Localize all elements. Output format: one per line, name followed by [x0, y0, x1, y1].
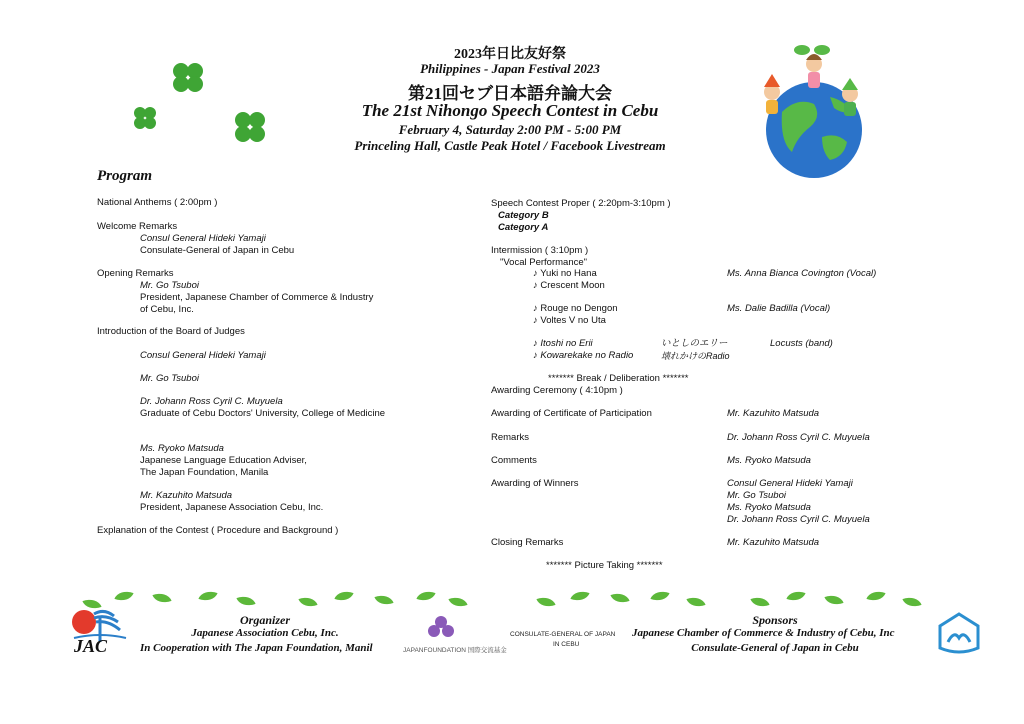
closing-speaker: Mr. Kazuhito Matsuda: [727, 537, 820, 548]
opening-speaker-org-2: of Cebu, Inc.: [140, 304, 194, 315]
event-venue: Princeling Hall, Castle Peak Hotel / Facebook Livestream: [354, 138, 666, 153]
opening-speaker-org-1: President, Japanese Chamber of Commerce & Industry: [140, 292, 374, 303]
judge-5-name: Mr. Kazuhito Matsuda: [140, 490, 233, 501]
organizer-cooperation: In Cooperation with The Japan Foundation, Manil: [140, 642, 373, 654]
clover-decoration-3: [230, 108, 270, 146]
performer-2: Ms. Dalie Badilla (Vocal): [727, 303, 831, 314]
comments-speaker: Ms. Ryoko Matsuda: [727, 455, 811, 466]
consulate-logo-text-2: IN CEBU: [553, 641, 580, 648]
event-date: February 4, Saturday 2:00 PM - 5:00 PM: [398, 122, 622, 137]
winners-presenter-1: Consul General Hideki Yamaji: [727, 478, 853, 489]
performer-1: Ms. Anna Bianca Covington (Vocal): [727, 268, 877, 279]
picture-taking: ******* Picture Taking *******: [546, 560, 663, 571]
remarks-speaker: Dr. Johann Ross Cyril C. Muyuela: [727, 432, 870, 443]
judge-3-name: Dr. Johann Ross Cyril C. Muyuela: [140, 396, 283, 407]
contest-title-en: The 21st Nihongo Speech Contest in Cebu: [361, 101, 659, 120]
sponsors-heading: Sponsors: [752, 613, 798, 627]
program-item-remarks: Remarks: [491, 432, 530, 443]
program-item-certificate: Awarding of Certificate of Participation: [491, 408, 652, 419]
festival-title-en: Philippines - Japan Festival 2023: [420, 61, 600, 76]
sponsor-1: Japanese Chamber of Commerce & Industry of Cebu, Inc: [632, 627, 895, 639]
song-itoshi-no-erii-jp: いとしのエリー: [661, 338, 728, 349]
japan-foundation-logo-text: JAPANFOUNDATION 国際交流基金: [403, 647, 507, 654]
jac-logo-text: JAC: [74, 636, 108, 656]
program-item-explanation: Explanation of the Contest ( Procedure and Background ): [97, 525, 339, 536]
globe-children-illustration: [752, 42, 872, 182]
performer-3: Locusts (band): [770, 338, 833, 349]
winners-presenter-2: Mr. Go Tsuboi: [727, 490, 786, 501]
song-kowarekake-no-radio-jp: 壊れかけのRadio: [661, 351, 730, 361]
judge-4-org-1: Japanese Language Education Adviser,: [140, 455, 307, 466]
jcci-logo-icon: [938, 612, 980, 656]
judge-3-org: Graduate of Cebu Doctors' University, College of Medicine: [140, 408, 386, 419]
program-item-comments: Comments: [491, 455, 537, 466]
clover-decoration-2: [130, 104, 160, 132]
consulate-logo-text-1: CONSULATE-GENERAL OF JAPAN: [510, 631, 616, 638]
program-item-winners: Awarding of Winners: [491, 478, 579, 489]
program-item-awarding-ceremony: Awarding Ceremony ( 4:10pm ): [491, 385, 623, 396]
program-item-judges: Introduction of the Board of Judges: [97, 326, 245, 337]
judge-1-name: Consul General Hideki Yamaji: [140, 350, 266, 361]
opening-speaker: Mr. Go Tsuboi: [140, 280, 199, 291]
contest-title-jp: 第21回セブ日本語弁論大会: [408, 84, 612, 103]
song-voltes-v: ♪ Voltes V no Uta: [533, 315, 606, 326]
program-item-welcome: Welcome Remarks: [97, 221, 178, 232]
winners-presenter-4: Dr. Johann Ross Cyril C. Muyuela: [727, 514, 870, 525]
song-yuki-no-hana: ♪ Yuki no Hana: [533, 268, 597, 279]
program-item-intermission: Intermission ( 3:10pm ): [491, 245, 589, 256]
judge-5-org: President, Japanese Association Cebu, Inc.: [140, 502, 324, 513]
program-item-speech-proper: Speech Contest Proper ( 2:20pm-3:10pm ): [491, 198, 671, 209]
clover-decoration-1: [168, 60, 208, 96]
song-rouge-no-dengon: ♪ Rouge no Dengon: [533, 303, 618, 314]
category-b: Category B: [498, 210, 549, 221]
festival-title-jp: 2023年日比友好祭: [454, 47, 566, 62]
song-itoshi-no-erii: ♪ Itoshi no Erii: [533, 338, 593, 349]
welcome-speaker-org: Consulate-General of Japan in Cebu: [140, 245, 295, 256]
program-heading: Program: [97, 168, 153, 184]
japan-foundation-logo-icon: [426, 614, 456, 642]
organizer-heading: Organizer: [239, 613, 290, 627]
program-item-anthems: National Anthems ( 2:00pm ): [97, 197, 218, 208]
song-crescent-moon: ♪ Crescent Moon: [533, 280, 605, 291]
judge-2-name: Mr. Go Tsuboi: [140, 373, 199, 384]
organizer-name: Japanese Association Cebu, Inc.: [191, 627, 339, 639]
vocal-performance-label: "Vocal Performance": [500, 257, 588, 268]
break-deliberation: ******* Break / Deliberation *******: [548, 373, 689, 384]
judge-4-name: Ms. Ryoko Matsuda: [140, 443, 224, 454]
category-a: Category A: [498, 222, 549, 233]
winners-presenter-3: Ms. Ryoko Matsuda: [727, 502, 811, 513]
song-kowarekake-no-radio: ♪ Kowarekake no Radio: [533, 350, 634, 361]
program-item-opening: Opening Remarks: [97, 268, 174, 279]
program-item-closing: Closing Remarks: [491, 537, 564, 548]
welcome-speaker: Consul General Hideki Yamaji: [140, 233, 266, 244]
judge-4-org-2: The Japan Foundation, Manila: [140, 467, 269, 478]
certificate-presenter: Mr. Kazuhito Matsuda: [727, 408, 820, 419]
sponsor-2: Consulate-General of Japan in Cebu: [691, 642, 859, 654]
